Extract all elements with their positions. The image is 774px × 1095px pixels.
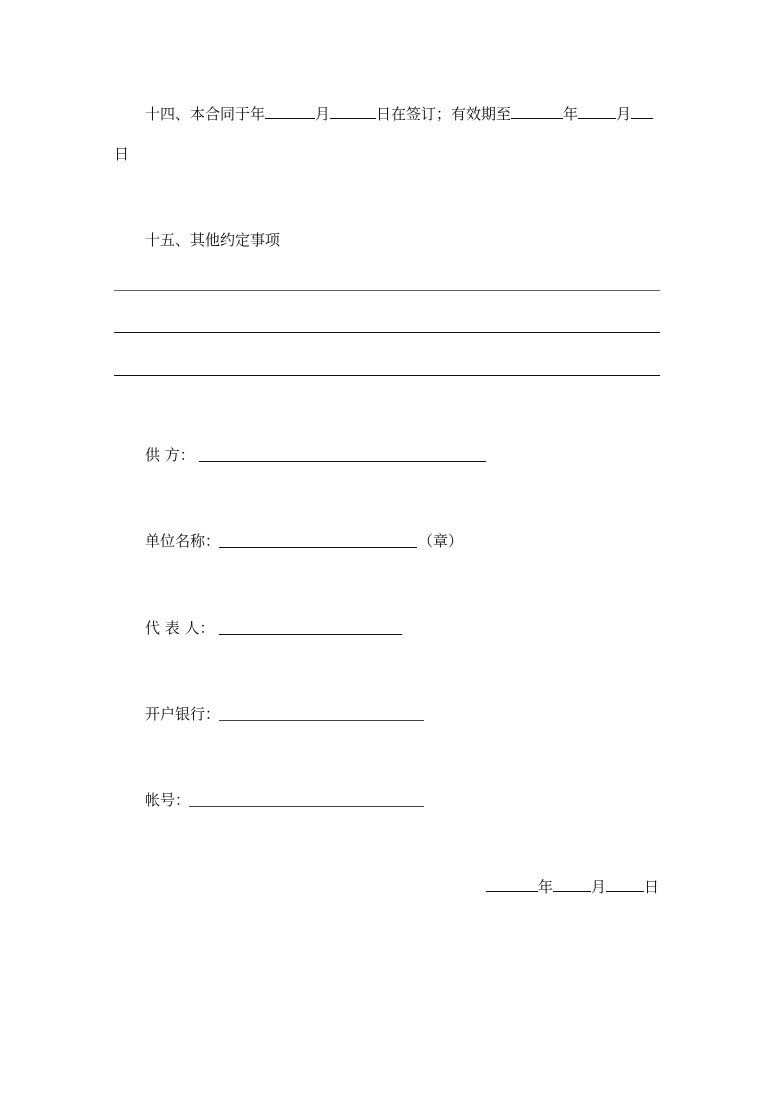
clause15-blank-line-3[interactable] bbox=[114, 375, 660, 376]
clause14-day-blank[interactable] bbox=[330, 102, 376, 119]
clause14-line bbox=[145, 102, 653, 124]
footer-day-blank[interactable] bbox=[606, 875, 644, 892]
footer-month: 月 bbox=[591, 878, 607, 896]
clause15-blank-line-2[interactable] bbox=[114, 332, 660, 333]
clause14-day: 日 bbox=[114, 145, 130, 163]
representative-label: 代 表 人： bbox=[145, 619, 215, 637]
clause14-month: 月 bbox=[315, 105, 331, 123]
bank-label: 开户银行： bbox=[145, 705, 221, 723]
account-label: 帐号： bbox=[145, 791, 191, 809]
representative-field[interactable] bbox=[219, 634, 402, 635]
footer-day: 日 bbox=[644, 878, 660, 896]
clause14-label: 十四、本合同于年 bbox=[145, 105, 266, 123]
supplier-field[interactable] bbox=[199, 461, 486, 462]
supplier-label: 供 方： bbox=[145, 446, 195, 464]
clause14-month2: 月 bbox=[616, 105, 632, 123]
footer-date bbox=[486, 875, 659, 897]
account-field[interactable] bbox=[189, 806, 424, 807]
footer-year-blank[interactable] bbox=[486, 875, 538, 892]
footer-year: 年 bbox=[538, 878, 554, 896]
bank-field[interactable] bbox=[219, 720, 424, 721]
clause15-blank-line-1[interactable] bbox=[114, 290, 660, 291]
footer-month-blank[interactable] bbox=[553, 875, 591, 892]
clause14-month-blank[interactable] bbox=[265, 102, 315, 119]
clause14-until-month-blank[interactable] bbox=[578, 102, 616, 119]
unit-name-field[interactable] bbox=[219, 547, 417, 548]
clause14-until-year-blank[interactable] bbox=[511, 102, 563, 119]
clause14-day-signed: 日在签订；有效期至 bbox=[376, 105, 512, 123]
clause14-until-day-blank[interactable] bbox=[631, 102, 653, 119]
unit-seal-label: （章） bbox=[418, 532, 464, 550]
clause14-year: 年 bbox=[563, 105, 579, 123]
clause15-label: 十五、其他约定事项 bbox=[145, 231, 281, 249]
unit-name-label: 单位名称： bbox=[145, 532, 221, 550]
